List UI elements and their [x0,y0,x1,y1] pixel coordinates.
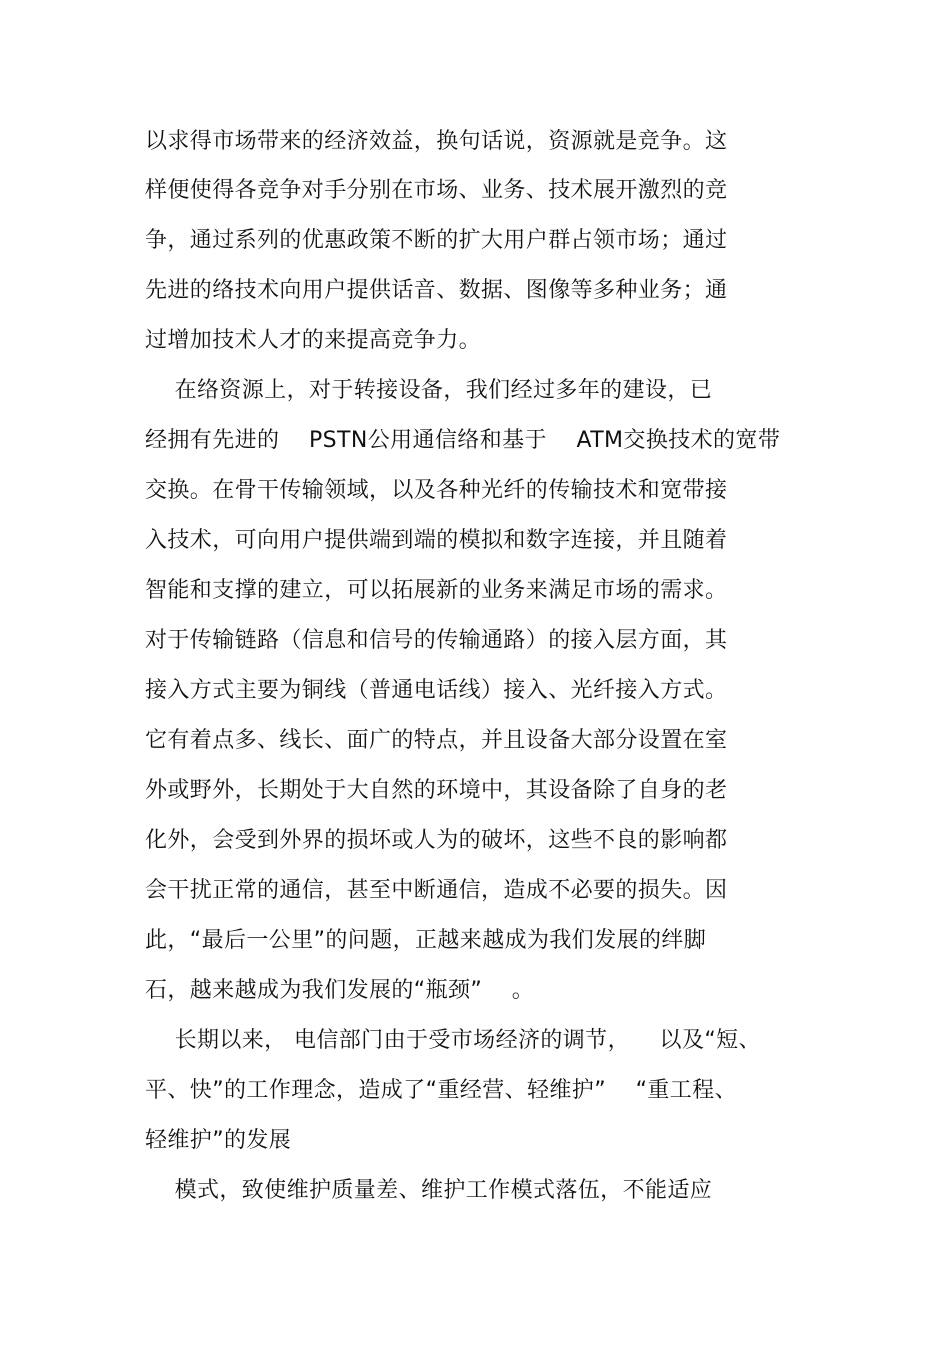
text-line: 平、快”的工作理念，造成了“重经营、轻维护” “重工程、 [145,1078,737,1103]
text-line: 接入方式主要为铜线（普通电话线）接入、光纤接入方式。 [145,678,728,703]
text-line: 长期以来， 电信部门由于受市场经济的调节， 以及“短、 [145,1028,761,1053]
text-line: 智能和支撑的建立，可以拓展新的业务来满足市场的需求。 [145,578,728,603]
text-line: 轻维护”的发展 [145,1128,292,1153]
text-line: 会干扰正常的通信，甚至中断通信，造成不必要的损失。因 [145,878,728,903]
text-line: 在络资源上，对于转接设备，我们经过多年的建设，已 [145,378,713,403]
text-line: 模式，致使维护质量差、维护工作模式落伍，不能适应 [145,1178,713,1203]
text-line: 石，越来越成为我们发展的“瓶颈” 。 [145,978,535,1003]
text-line: 样便使得各竞争对手分别在市场、业务、技术展开激烈的竞 [145,178,728,203]
text-line: 以求得市场带来的经济效益，换句话说，资源就是竞争。这 [145,129,728,154]
text-line: 交换。在骨干传输领域，以及各种光纤的传输技术和宽带接 [145,478,728,503]
text-line: 外或野外，长期处于大自然的环境中，其设备除了自身的老 [145,778,728,803]
text-line: 它有着点多、线长、面广的特点，并且设备大部分设置在室 [145,728,728,753]
text-line: 入技术，可向用户提供端到端的模拟和数字连接，并且随着 [145,528,728,553]
text-line: 经拥有先进的 PSTN公用通信络和基于 ATM交换技术的宽带 [145,428,781,453]
text-line: 争，通过系列的优惠政策不断的扩大用户群占领市场；通过 [145,228,728,253]
text-line: 对于传输链路（信息和信号的传输通路）的接入层方面，其 [145,628,728,653]
text-line: 化外，会受到外界的损坏或人为的破坏，这些不良的影响都 [145,828,728,853]
text-line: 此，“最后一公里”的问题，正越来越成为我们发展的绊脚 [145,928,707,953]
text-line: 过增加技术人才的来提高竞争力。 [145,328,482,353]
text-line: 先进的络技术向用户提供话音、数据、图像等多种业务；通 [145,278,728,303]
